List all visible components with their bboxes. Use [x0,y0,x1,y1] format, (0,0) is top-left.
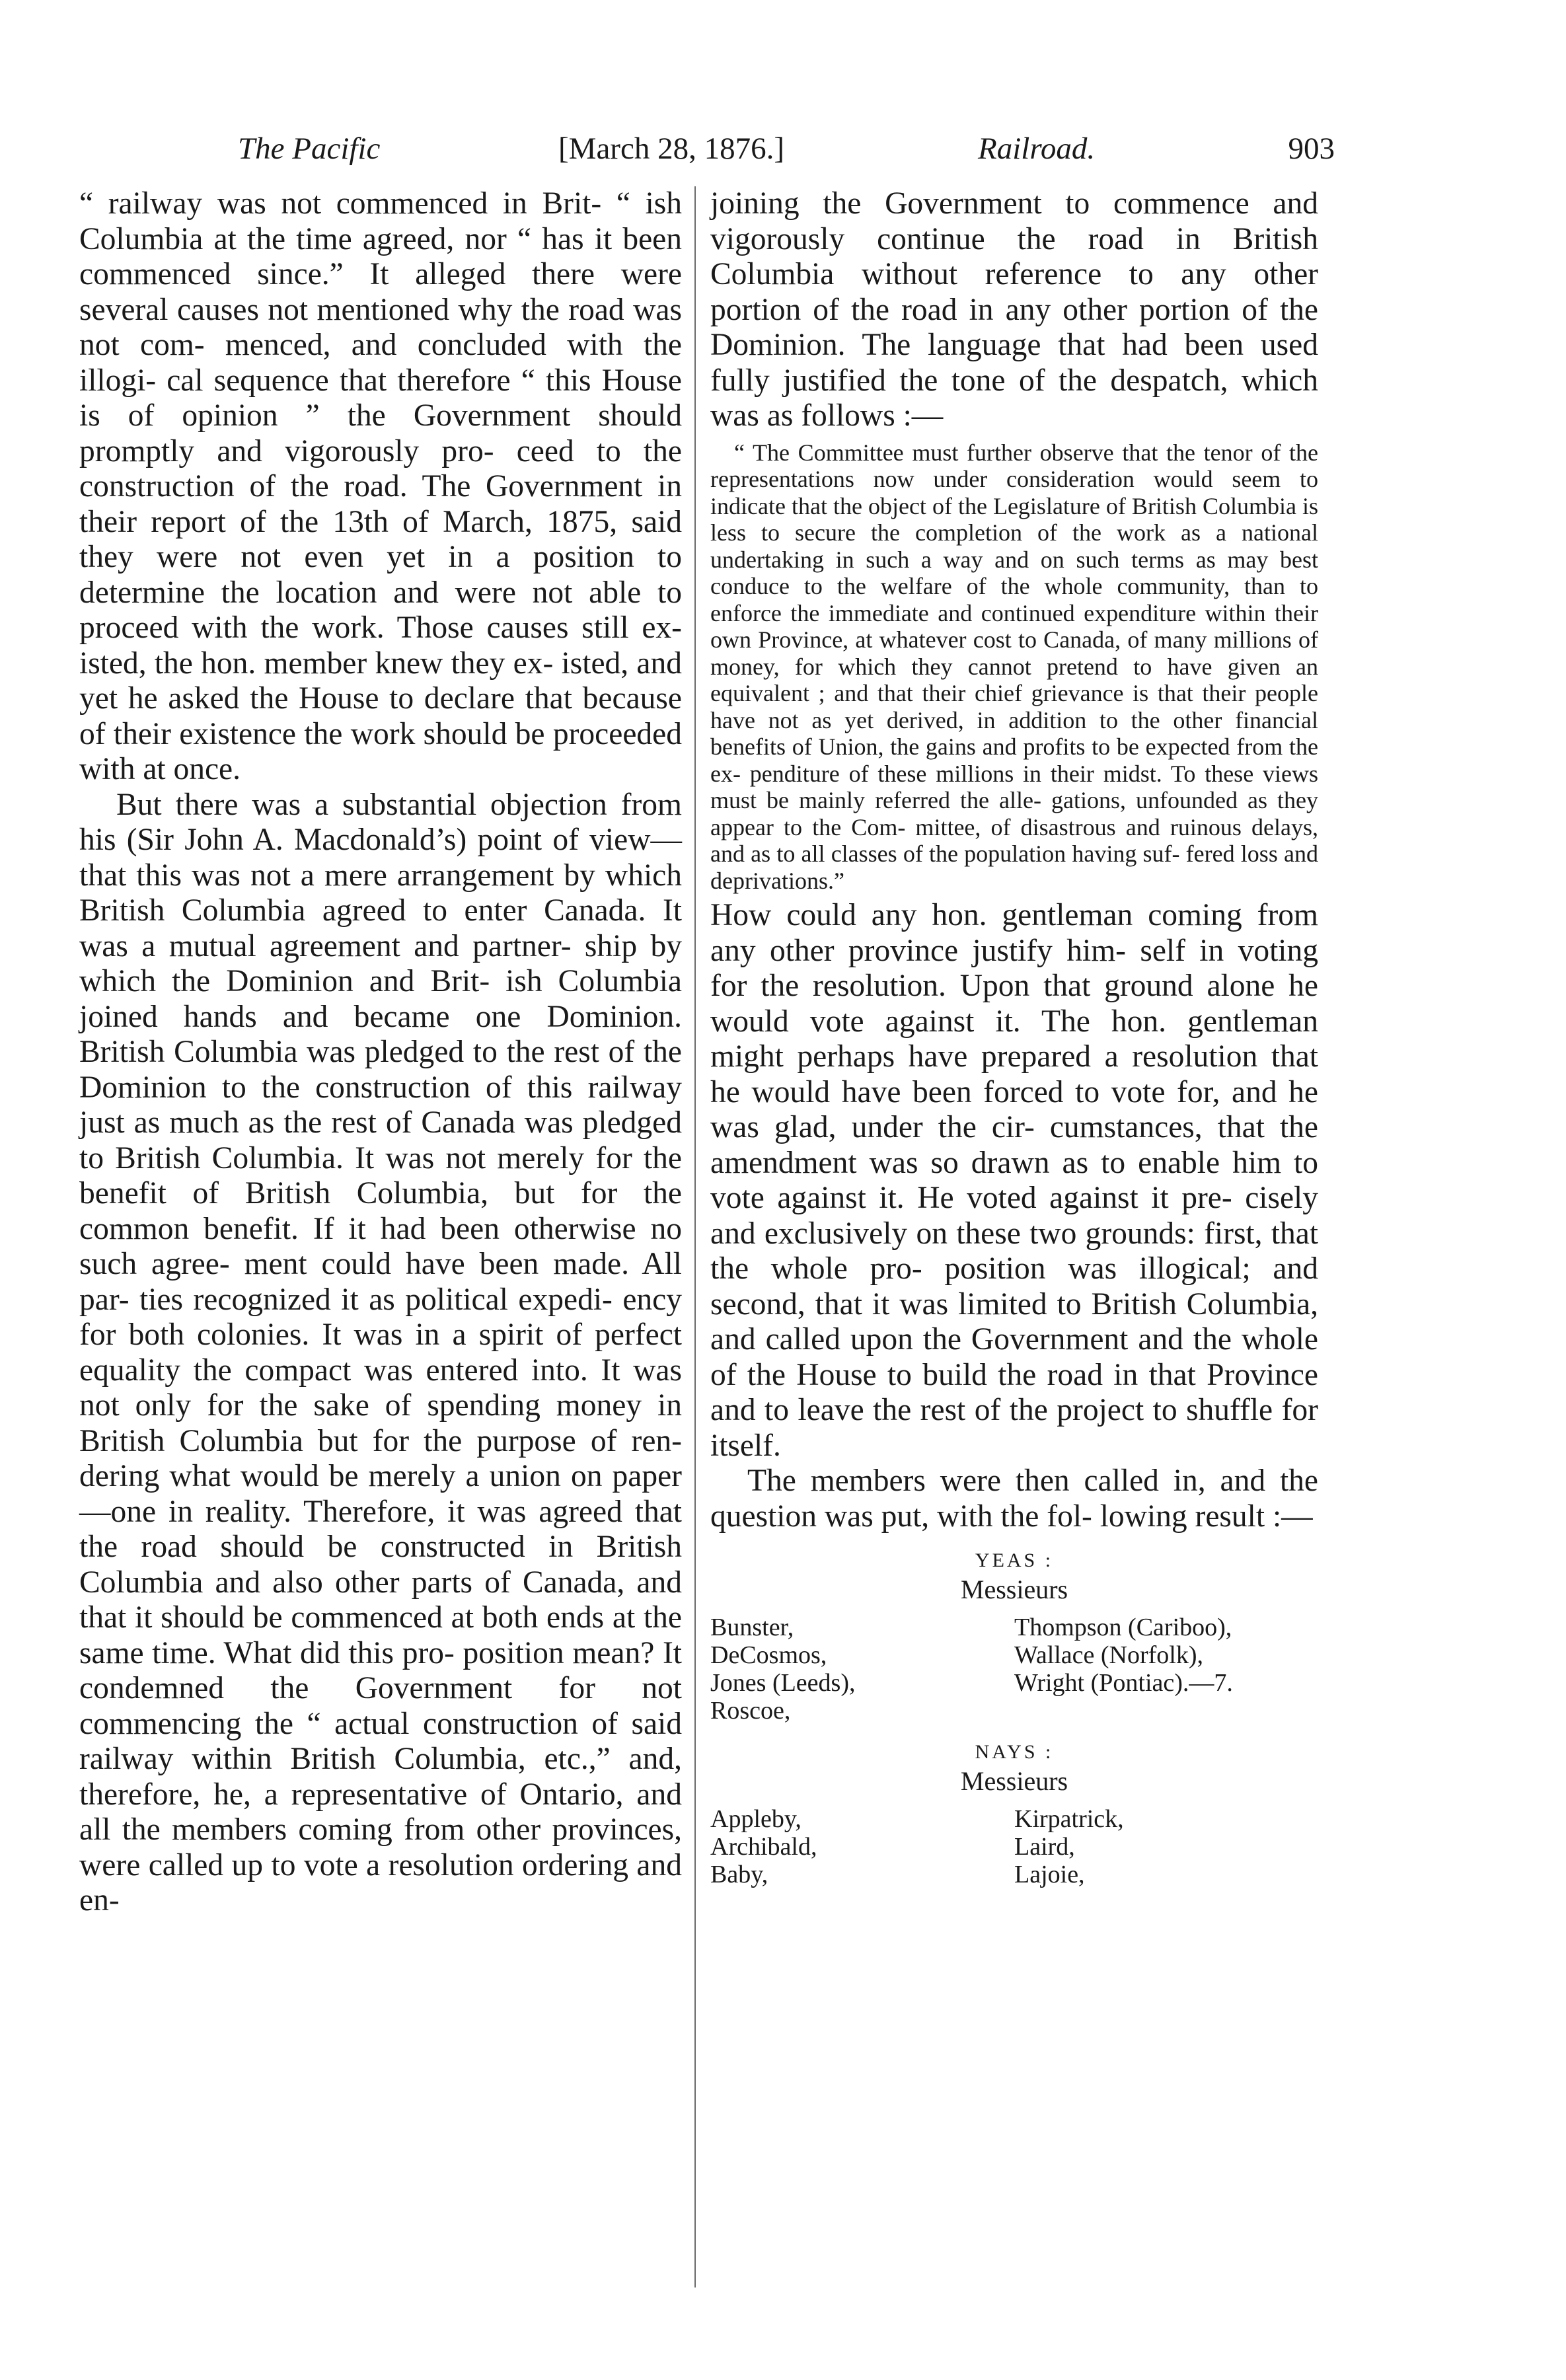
column-divider [694,186,696,2287]
header-left-title: The Pacific [238,131,381,166]
left-paragraph-2: But there was a substantial objection from his (Sir John A. Macdonald’s) point of view—that this was not a mere arrangement by which British Columbia agreed to enter Canada. It was a mutual agreement and partner- ship by which the Dominion and Brit- ish Columbia joined hands and became one Dominion. British Columbia was pledged to the rest of the Dominion to the construction of this railway just as much as the rest of Canada was pledged to British Columbia. It was not merely for the benefit of British Columbia, but for the common benefit. If it had been otherwise no such agree- ment could have been made. All par- ties recognized it as political expedi- ency for both colonies. It was in a spirit of perfect equality the compact was entered into. It was not only for the sake of spending money in British Columbia but for the purpose of ren- dering what would be merely a union on paper—one in reality. Therefore, it was agreed that the road should be constructed in British Columbia and also other parts of Canada, and that it should be commenced at both ends at the same time. What did this pro- position mean? It condemned the Government for not commencing the “ actual construction of said railway within British Columbia, etc.,” and, therefore, he, a representative of Ontario, and all the members coming from other provinces, were called up to vote a resolution ordering and en- [79,787,682,1917]
list-item: DeCosmos, [710,1641,827,1669]
header-date: [March 28, 1876.] [558,131,784,166]
list-item: Bunster, [710,1614,794,1641]
right-paragraph-1: joining the Government to commence and vigorously continue the road in British Columbia without reference to any other portion of the road in any other portion of the Dominion. The language that had been used fully justified the tone of the despatch, which was as follows :— [710,186,1318,433]
left-column [79,186,682,1919]
list-item: Jones (Leeds), [710,1669,856,1697]
page-number: 903 [1288,131,1335,166]
nays-list [710,1805,1318,1891]
left-paragraph-1: “ railway was not commenced in Brit- “ ish Columbia at the time agreed, nor “ has it been commenced since.” It alleged there were several causes not mentioned why the road was not com- menced, and concluded with the illogi- cal sequence that therefore “ this House is of opinion ” the Government should promptly and vigorously pro- ceed to the construction of the road. The Government in their report of the 13th of March, 1875, said they were not even yet in a position to determine the location and were not able to proceed with the work. Those causes still ex- isted, the hon. member knew they ex- isted, and yet he asked the House to declare that because of their existence the work should be proceeded with at once. [79,186,682,786]
nays-title: NAYS : [975,1741,1054,1763]
yeas-list-col-2 [1014,1614,1318,1697]
yeas-title: YEAS : [975,1549,1054,1571]
list-item: Thompson (Cariboo), [1014,1614,1232,1641]
right-column [710,186,1318,1891]
list-item: Appleby, [710,1805,802,1833]
page-header [238,131,1335,177]
yeas-list [710,1614,1318,1726]
list-item: Wallace (Norfolk), [1014,1641,1204,1669]
right-paragraph-3: The members were then called in, and the question was put, with the fol- lowing result :— [710,1464,1318,1534]
list-item: Laird, [1014,1833,1075,1861]
list-item: Archibald, [710,1833,817,1861]
list-item: Wright (Pontiac).—7. [1014,1669,1233,1697]
list-item: Baby, [710,1861,768,1888]
list-item: Lajoie, [1014,1861,1085,1888]
list-item: Roscoe, [710,1697,791,1725]
right-paragraph-2: How could any hon. gentleman coming from any other province justify him- self in voting for the resolution. Upon that ground alone he would vote against it. The hon. gentleman might perhaps have prepared a resolution that he would have been forced to vote for, and he was glad, under the cir- cumstances, that the amendment was so drawn as to enable him to vote against it. He voted against it pre- cisely and exclusively on these two grounds: first, that the whole pro- position was illogical; and second, that it was limited to British Columbia, and called upon the Government and the whole of the House to build the road in that Province and to leave the rest of the project to shuffle for itself. [710,898,1318,1463]
quoted-despatch: “ The Committee must further observe that the tenor of the representations now under consideration would seem to indicate that the object of the Legislature of British Columbia is less to secure the completion of the work as a national undertaking in such a way and on such terms as may best conduce to the welfare of the whole community, than to enforce the immediate and continued expenditure within their own Province, at whatever cost to Canada, of many millions of money, for which they cannot pretend to have given an equivalent ; and that their chief grievance is that their people have not as yet derived, in addition to the other financial benefits of Union, the gains and profits to be expected from the ex- penditure of these millions in their midst. To these views must be mainly referred the alle- gations, unfounded as they appear to the Com- mittee, of disastrous and ruinous delays, and as to all classes of the population having suf- fered loss and deprivations.” [710,439,1318,894]
list-item: Kirpatrick, [1014,1805,1124,1833]
header-right-title: Railroad. [978,131,1096,166]
nays-messieurs: Messieurs [960,1766,1068,1796]
yeas-list-col-1 [710,1614,988,1725]
nays-list-col-2 [1014,1805,1318,1888]
nays-list-col-1 [710,1805,988,1888]
yeas-messieurs: Messieurs [960,1575,1068,1604]
